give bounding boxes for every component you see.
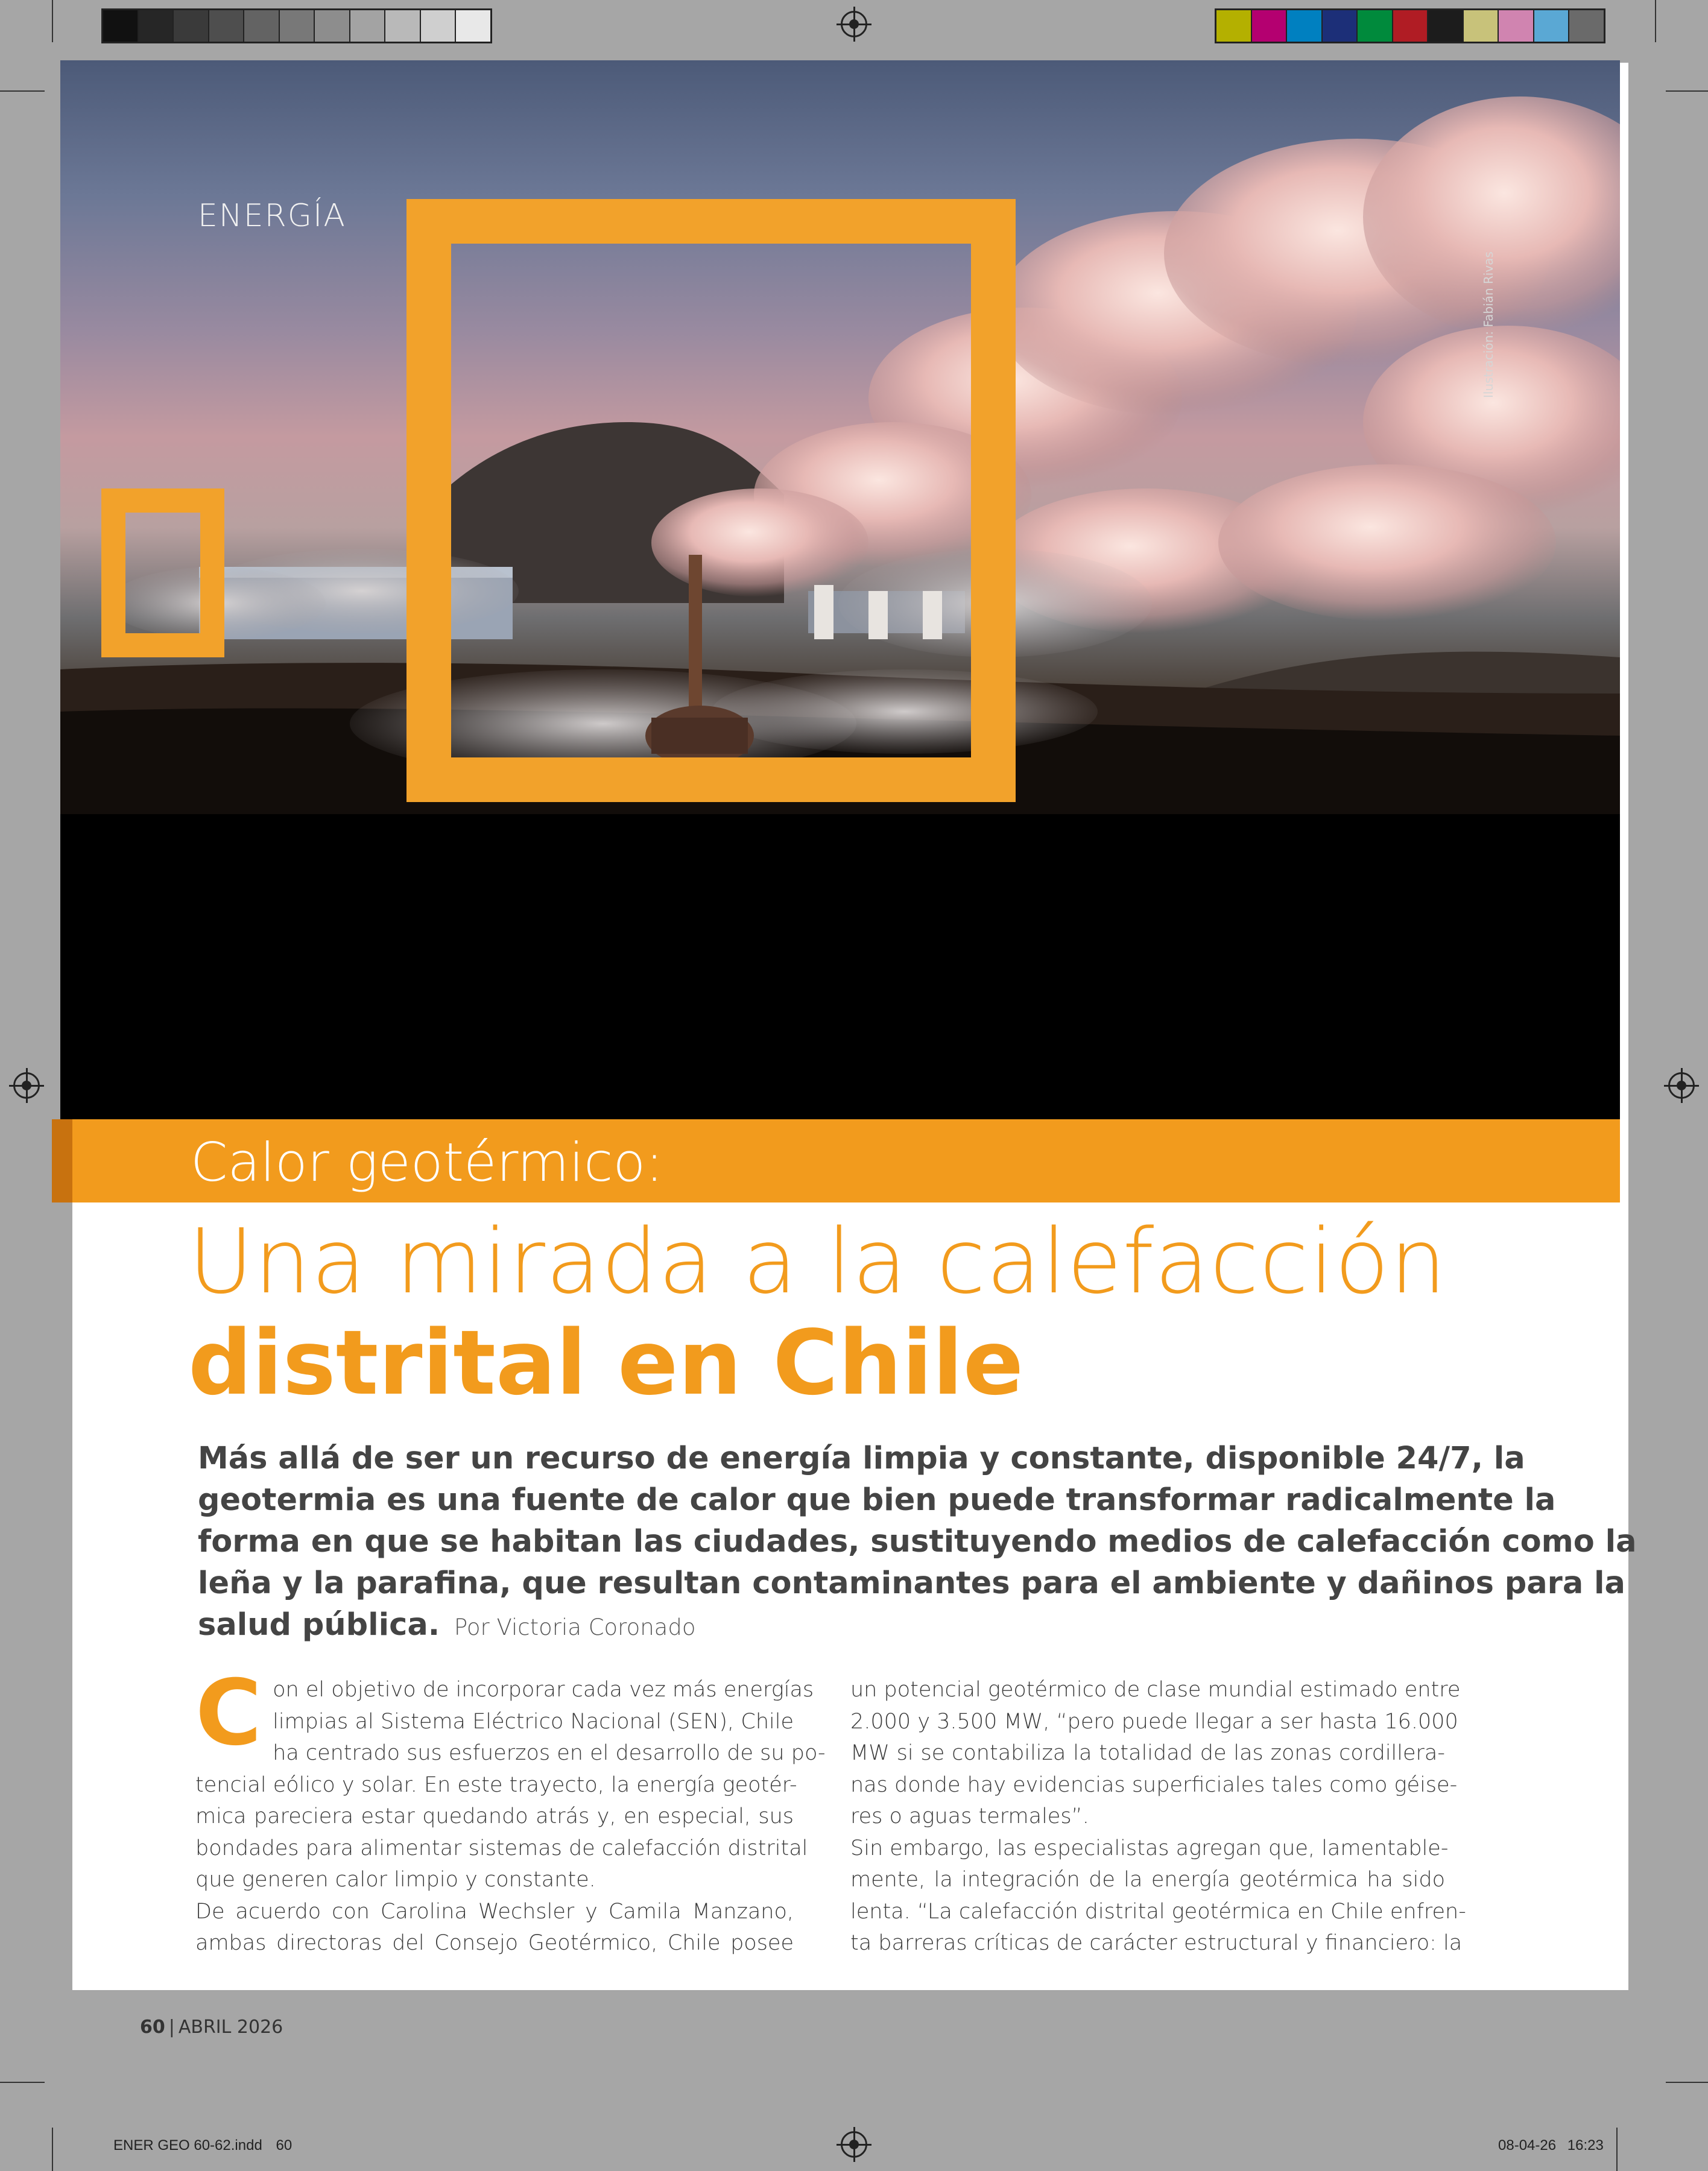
body-column-left — [195, 1661, 826, 1959]
geothermal-plant-photo — [60, 60, 1620, 814]
body-line: que generen calor limpio y constante. — [195, 1868, 596, 1892]
grayscale-swatch — [243, 10, 279, 42]
lead-line: Más allá de ser un recurso de energía limpia y constante, disponible 24/7, la — [198, 1441, 1525, 1476]
trim-mark — [0, 90, 45, 92]
dropcap: C — [195, 1661, 262, 1766]
kicker: Calor geotérmico: — [191, 1131, 663, 1193]
body-line: on el objetivo de incorporar cada vez más energías — [273, 1678, 814, 1702]
color-swatch — [1463, 10, 1498, 42]
trim-mark — [1655, 0, 1656, 42]
color-swatch — [1356, 10, 1392, 42]
color-swatch — [1427, 10, 1463, 42]
grayscale-swatch — [384, 10, 420, 42]
body-line: 2.000 y 3.500 MW, “pero puede llegar a ser hasta 16.000 — [850, 1709, 1458, 1734]
trim-mark — [1666, 2082, 1708, 2083]
slug-file — [113, 2137, 292, 2154]
body-line: limpias al Sistema Eléctrico Nacional (SEN), Chile — [273, 1709, 794, 1734]
registration-mark-bottom — [841, 2131, 867, 2158]
grayscale-swatch — [455, 10, 490, 42]
grayscale-swatch — [172, 10, 208, 42]
folio — [140, 2017, 283, 2038]
color-swatch — [1568, 10, 1604, 42]
lead-paragraph — [198, 1438, 1637, 1648]
grayscale-swatch — [103, 10, 138, 42]
folio-separator: | — [168, 2017, 175, 2038]
slug-filename: ENER GEO 60-62.indd — [113, 2137, 262, 2154]
body-line: mente, la integración de la energía geotérmica ha sido — [850, 1868, 1445, 1892]
slug-time: 16:23 — [1567, 2137, 1604, 2154]
color-swatch — [1498, 10, 1533, 42]
folio-page-number: 60 — [140, 2017, 165, 2038]
body-line: ta barreras críticas de carácter estructural y financiero: la — [850, 1931, 1463, 1955]
slug-date-value: 08-04-26 — [1498, 2137, 1557, 2154]
color-swatch — [1392, 10, 1428, 42]
trim-mark — [1616, 2128, 1618, 2171]
registration-mark-right — [1668, 1072, 1695, 1099]
grayscale-swatch — [349, 10, 385, 42]
color-swatch — [1216, 10, 1251, 42]
section-label: ENERGÍA — [198, 198, 346, 234]
grayscale-bar — [101, 8, 492, 43]
slug-date — [1498, 2137, 1604, 2154]
lead-line: salud pública. — [198, 1607, 440, 1643]
body-line: res o aguas termales”. — [850, 1804, 1089, 1828]
body-line: bondades para alimentar sistemas de calefacción distrital — [195, 1836, 808, 1860]
body-line: ambas directoras del Consejo Geotérmico, Chile posee — [195, 1931, 794, 1955]
body-line: mica pareciera estar quedando atrás y, en especial, sus — [195, 1804, 794, 1828]
kicker-band — [52, 1119, 1620, 1202]
title-light: Una mirada a la calefacción — [188, 1210, 1447, 1313]
color-swatch — [1251, 10, 1286, 42]
color-swatch — [1321, 10, 1357, 42]
grayscale-swatch — [314, 10, 349, 42]
body-column-right — [850, 1674, 1466, 1959]
title-bold: distrital en Chile — [188, 1311, 1024, 1415]
grayscale-swatch — [420, 10, 455, 42]
photo-credit: Ilustración: Fabián Rivas — [1481, 251, 1496, 398]
orange-frame-large — [406, 199, 1016, 802]
body-line: ha centrado sus esfuerzos en el desarrollo de su po- — [273, 1741, 826, 1765]
color-swatch — [1533, 10, 1569, 42]
body-line: Sin embargo, las especialistas agregan que, lamentable- — [850, 1836, 1449, 1860]
hero-illustration — [60, 60, 1620, 1119]
byline: Por Victoria Coronado — [454, 1614, 696, 1640]
trim-mark — [52, 0, 53, 42]
body-line: tencial eólico y solar. En este trayecto, la energía geotér- — [195, 1772, 797, 1797]
body-line: lenta. “La calefacción distrital geotérmica en Chile enfren- — [850, 1899, 1466, 1924]
orange-frame-small — [101, 488, 224, 657]
trim-mark — [1666, 90, 1708, 92]
trim-mark — [52, 2128, 53, 2171]
lead-line: forma en que se habitan las ciudades, sustituyendo medios de calefacción como la — [198, 1524, 1637, 1560]
grayscale-swatch — [138, 10, 173, 42]
body-line: un potencial geotérmico de clase mundial estimado entre — [850, 1678, 1461, 1702]
body-line: nas donde hay evidencias superficiales tales como géise- — [850, 1772, 1458, 1797]
body-line: MW si se contabiliza la totalidad de las zonas cordillera- — [850, 1741, 1445, 1765]
folio-issue: ABRIL 2026 — [178, 2017, 283, 2038]
body-line: De acuerdo con Carolina Wechsler y Camila Manzano, — [195, 1899, 794, 1924]
slug-page: 60 — [276, 2137, 293, 2154]
color-swatch — [1286, 10, 1321, 42]
registration-mark-left — [13, 1072, 40, 1099]
registration-mark-top — [841, 11, 867, 37]
trim-mark — [0, 2082, 45, 2083]
color-bar — [1215, 8, 1605, 43]
lead-line: leña y la parafina, que resultan contaminantes para el ambiente y dañinos para la — [198, 1566, 1625, 1601]
grayscale-swatch — [279, 10, 314, 42]
lead-line: geotermia es una fuente de calor que bien puede transformar radicalmente la — [198, 1482, 1556, 1518]
grayscale-swatch — [208, 10, 244, 42]
